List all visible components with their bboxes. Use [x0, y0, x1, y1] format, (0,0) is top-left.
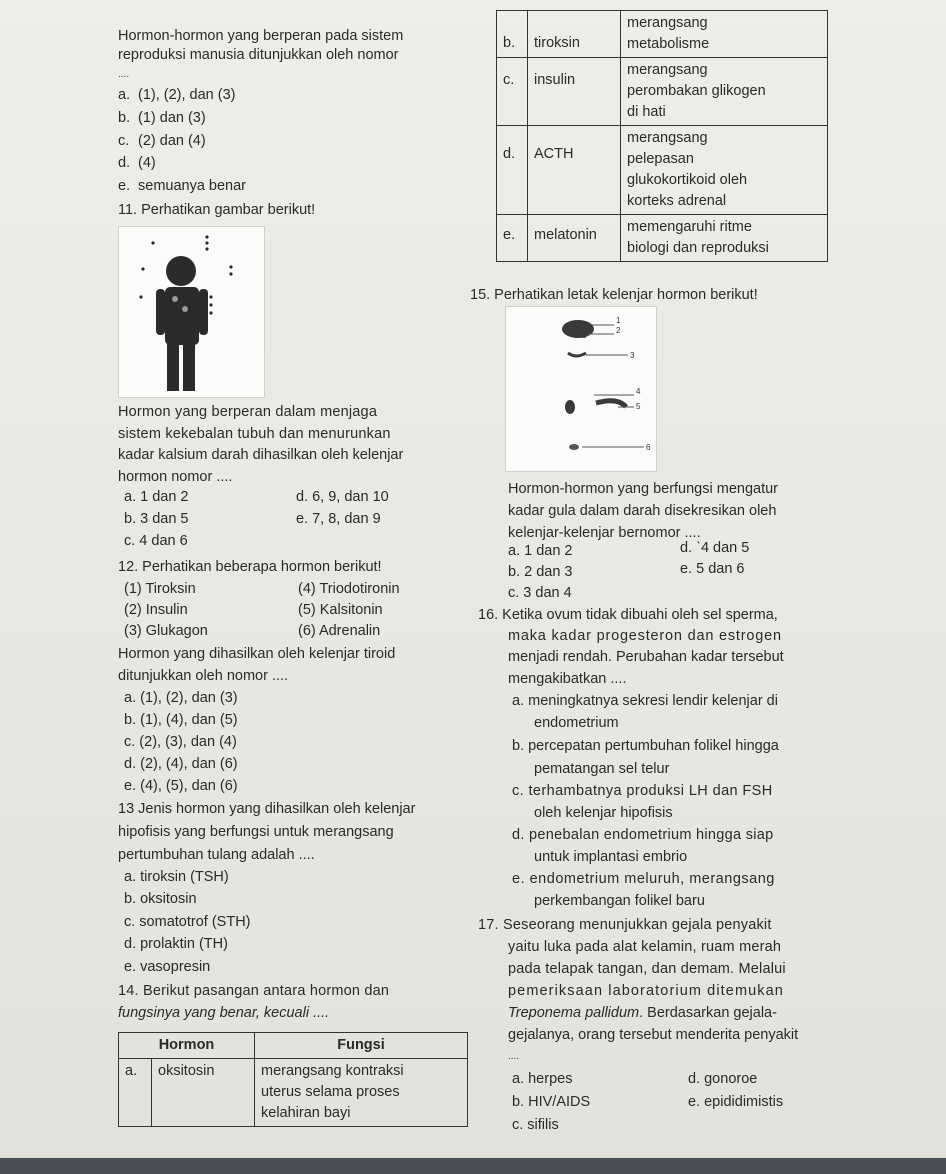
table-cell-letter: c. [497, 58, 528, 126]
kidney-shape [565, 400, 575, 414]
q10-stem-line3: .... [118, 69, 130, 80]
q10-option-b-letter: b. [118, 110, 131, 126]
human-body-figure [119, 227, 264, 397]
q12-option-a: a. (1), (2), dan (3) [124, 690, 238, 706]
label-4: 4 [636, 387, 641, 396]
gland-mark [182, 306, 188, 312]
q17-species-name: Treponema pallidum [508, 1005, 640, 1021]
q17-option-e: e. epididimistis [688, 1094, 784, 1110]
table-cell-fungsi [621, 11, 828, 58]
fungsi-line: biologi dan reproduksi [627, 240, 769, 256]
q10-option-c-text: (2) dan (4) [138, 133, 206, 149]
label-1: 1 [616, 316, 621, 325]
q10-option-e [118, 177, 246, 195]
q12-hormone-4: (4) Triodotironin [298, 581, 400, 597]
q17-stem-line5-rest: . Berdasarkan gejala- [639, 1005, 777, 1021]
pancreas-shape [596, 401, 626, 407]
q15-heading: 15. Perhatikan letak kelenjar hormon berikut! [470, 287, 758, 303]
q13-option-b: b. oksitosin [124, 891, 197, 907]
q11-figure [118, 226, 265, 398]
fungsi-line: kelahiran bayi [261, 1105, 351, 1121]
label-dot [229, 265, 232, 268]
q12-hormone-3: (3) Glukagon [124, 623, 208, 639]
q10-option-a-letter: a. [118, 87, 131, 103]
q15-option-e: e. 5 dan 6 [680, 561, 745, 577]
q10-option-a [118, 86, 236, 104]
q17-option-b: b. HIV/AIDS [512, 1094, 591, 1110]
q11-option-c: c. 4 dan 6 [124, 533, 188, 549]
q11-stem-line3: kadar kalsium darah dihasilkan oleh kelenjar [118, 447, 404, 463]
q11-heading: 11. Perhatikan gambar berikut! [118, 202, 316, 218]
q13-option-d: d. prolaktin (TH) [124, 936, 228, 952]
table-row [497, 58, 828, 126]
fungsi-line: merangsang [627, 62, 708, 78]
table-cell-hormon: melatonin [528, 215, 621, 262]
fungsi-line: di hati [627, 104, 666, 120]
q10-option-e-letter: e. [118, 178, 131, 194]
figure-torso [165, 287, 199, 345]
q17-option-c: c. sifilis [512, 1117, 559, 1133]
q10-stem-line1: Hormon-hormon yang berperan pada sistem [118, 28, 404, 44]
table-row [119, 1059, 468, 1127]
label-5: 5 [636, 402, 641, 411]
fungsi-line: memengaruhi ritme [627, 219, 752, 235]
label-dot [141, 267, 144, 270]
gonad-shape [569, 444, 579, 450]
q10-option-c [118, 132, 206, 150]
table-header-row [119, 1033, 468, 1059]
q12-stem-line2: ditunjukkan oleh nomor .... [118, 668, 289, 684]
q10-option-d-letter: d. [118, 155, 131, 171]
gland-marker [581, 332, 587, 338]
q16-stem-line2: maka kadar progesteron dan estrogen [508, 628, 782, 644]
q10-option-c-letter: c. [118, 133, 130, 149]
q13-option-a: a. tiroksin (TSH) [124, 869, 229, 885]
q16-stem-line4: mengakibatkan .... [508, 671, 627, 687]
label-dot [229, 272, 232, 275]
q16-option-e-line2: perkembangan folikel baru [534, 893, 705, 909]
q15-option-a: a. 1 dan 2 [508, 543, 573, 559]
table-cell-letter: b. [497, 11, 528, 58]
fungsi-line: merangsang [627, 15, 708, 31]
q13-option-c: c. somatotrof (STH) [124, 914, 251, 930]
thyroid-shape [568, 353, 586, 356]
q17-stem-line2: yaitu luka pada alat kelamin, ruam merah [508, 939, 782, 955]
q10-option-a-text: (1), (2), dan (3) [138, 87, 236, 103]
q11-option-b: b. 3 dan 5 [124, 511, 189, 527]
gland-location-figure [506, 307, 656, 471]
q12-option-b: b. (1), (4), dan (5) [124, 712, 238, 728]
q17-stem-line1: 17. Seseorang menunjukkan gejala penyakit [478, 917, 772, 933]
q11-stem-line1: Hormon yang berperan dalam menjaga [118, 404, 378, 420]
q16-option-d-line2: untuk implantasi embrio [534, 849, 688, 865]
table-row [497, 11, 828, 58]
label-dot [151, 241, 154, 244]
q16-stem-line1: 16. Ketika ovum tidak dibuahi oleh sel sperma, [478, 607, 778, 623]
fungsi-line: merangsang kontraksi [261, 1063, 404, 1079]
q12-option-c: c. (2), (3), dan (4) [124, 734, 237, 750]
table-cell-hormon: insulin [528, 58, 621, 126]
gland-mark [172, 296, 178, 302]
q15-option-d: d. ˋ4 dan 5 [680, 540, 750, 556]
label-dot [209, 303, 212, 306]
label-dot [205, 235, 208, 238]
q17-stem-line3: pada telapak tangan, dan demam. Melalui [508, 961, 786, 977]
label-dot [209, 311, 212, 314]
figure-left-arm [156, 289, 165, 335]
q16-option-e-line1: e. endometrium meluruh, merangsang [512, 871, 775, 887]
q13-stem-line2: hipofisis yang berfungsi untuk merangsang [118, 824, 394, 840]
q13-stem-line1: 13 Jenis hormon yang dihasilkan oleh kelenjar [118, 801, 416, 817]
q14-table [118, 1032, 468, 1127]
q17-option-d: d. gonoroe [688, 1071, 758, 1087]
q11-option-d: d. 6, 9, dan 10 [296, 489, 389, 505]
figure-head [166, 256, 196, 286]
q14-stem-line2: fungsinya yang benar, kecuali .... [118, 1005, 330, 1021]
q16-stem-line3: menjadi rendah. Perubahan kadar tersebut [508, 649, 784, 665]
figure-right-arm [199, 289, 208, 335]
brain-shape [562, 320, 594, 338]
q11-option-e: e. 7, 8, dan 9 [296, 511, 381, 527]
table-row [497, 126, 828, 215]
table-cell-letter: a. [119, 1059, 152, 1127]
table-cell-hormon: tiroksin [528, 11, 621, 58]
q17-option-a: a. herpes [512, 1071, 573, 1087]
label-3: 3 [630, 351, 635, 360]
q15-option-b: b. 2 dan 3 [508, 564, 573, 580]
fungsi-line: perombakan glikogen [627, 83, 766, 99]
table-cell-letter: d. [497, 126, 528, 215]
fungsi-line: metabolisme [627, 36, 710, 52]
q15-stem-line1: Hormon-hormon yang berfungsi mengatur [508, 481, 778, 497]
q10-option-b [118, 109, 206, 127]
fungsi-line: merangsang [627, 130, 708, 146]
q12-hormone-2: (2) Insulin [124, 602, 188, 618]
q16-option-a-line1: a. meningkatnya sekresi lendir kelenjar di [512, 693, 778, 709]
q17-stem-line5 [508, 1004, 777, 1022]
q10-option-b-text: (1) dan (3) [138, 110, 206, 126]
q14-stem-line1: 14. Berikut pasangan antara hormon dan [118, 983, 390, 999]
q15-option-c: c. 3 dan 4 [508, 585, 572, 601]
fungsi-line: korteks adrenal [627, 193, 727, 209]
table-cell-fungsi [621, 126, 828, 215]
q15-stem-line2: kadar gula dalam darah disekresikan oleh [508, 503, 777, 519]
q10-option-d-text: (4) [138, 155, 156, 171]
q17-stem-line6: gejalanya, orang tersebut menderita penyakit [508, 1027, 799, 1043]
q16-option-b-line2: pematangan sel telur [534, 761, 670, 777]
q16-option-a-line2: endometrium [534, 715, 619, 731]
fungsi-line: pelepasan [627, 151, 694, 167]
q11-stem-line4: hormon nomor .... [118, 469, 233, 485]
label-dot [209, 295, 212, 298]
table-cell-fungsi [621, 215, 828, 262]
q12-hormone-1: (1) Tiroksin [124, 581, 196, 597]
label-dot [139, 295, 142, 298]
q11-stem-line2: sistem kekebalan tubuh dan menurunkan [118, 426, 391, 442]
hormone-function-table-top [496, 10, 828, 262]
q14-col-fungsi: Fungsi [255, 1033, 468, 1059]
table-cell-hormon: ACTH [528, 126, 621, 215]
q13-option-e: e. vasopresin [124, 959, 211, 975]
q10-stem-line2: reproduksi manusia ditunjukkan oleh nomor [118, 47, 399, 63]
q12-hormone-5: (5) Kalsitonin [298, 602, 383, 618]
q16-option-b-line1: b. percepatan pertumbuhan folikel hingga [512, 738, 779, 754]
q12-stem-line1: Hormon yang dihasilkan oleh kelenjar tiroid [118, 646, 396, 662]
table-cell-fungsi [621, 58, 828, 126]
table-cell-hormon: oksitosin [152, 1059, 255, 1127]
q16-option-c-line2: oleh kelenjar hipofisis [534, 805, 673, 821]
table-row [497, 215, 828, 262]
q13-stem-line3: pertumbuhan tulang adalah .... [118, 847, 315, 863]
q14-col-hormon: Hormon [119, 1033, 255, 1059]
bottom-edge-shadow [0, 1158, 946, 1174]
table-cell-fungsi [255, 1059, 468, 1127]
q11-option-a: a. 1 dan 2 [124, 489, 189, 505]
q10-option-e-text: semuanya benar [138, 178, 247, 194]
q12-hormone-6: (6) Adrenalin [298, 623, 381, 639]
q17-stem-line4: pemeriksaan laboratorium ditemukan [508, 983, 784, 999]
label-2: 2 [616, 326, 621, 335]
figure-left-leg [167, 343, 179, 391]
fungsi-line: glukokortikoid oleh [627, 172, 748, 188]
figure-right-leg [183, 343, 195, 391]
table-cell-letter: e. [497, 215, 528, 262]
label-dot [205, 247, 208, 250]
q12-option-d: d. (2), (4), dan (6) [124, 756, 238, 772]
q16-option-c-line1: c. terhambatnya produksi LH dan FSH [512, 783, 773, 799]
q12-option-e: e. (4), (5), dan (6) [124, 778, 238, 794]
q15-figure [505, 306, 657, 472]
label-dot [205, 241, 208, 244]
q12-heading: 12. Perhatikan beberapa hormon berikut! [118, 559, 382, 575]
q15-stem-line3: kelenjar-kelenjar bernomor .... [508, 525, 701, 541]
q10-option-d [118, 154, 156, 172]
q17-stem-line7: .... [508, 1051, 520, 1062]
fungsi-line: uterus selama proses [261, 1084, 400, 1100]
q16-option-d-line1: d. penebalan endometrium hingga siap [512, 827, 774, 843]
label-6: 6 [646, 443, 651, 452]
